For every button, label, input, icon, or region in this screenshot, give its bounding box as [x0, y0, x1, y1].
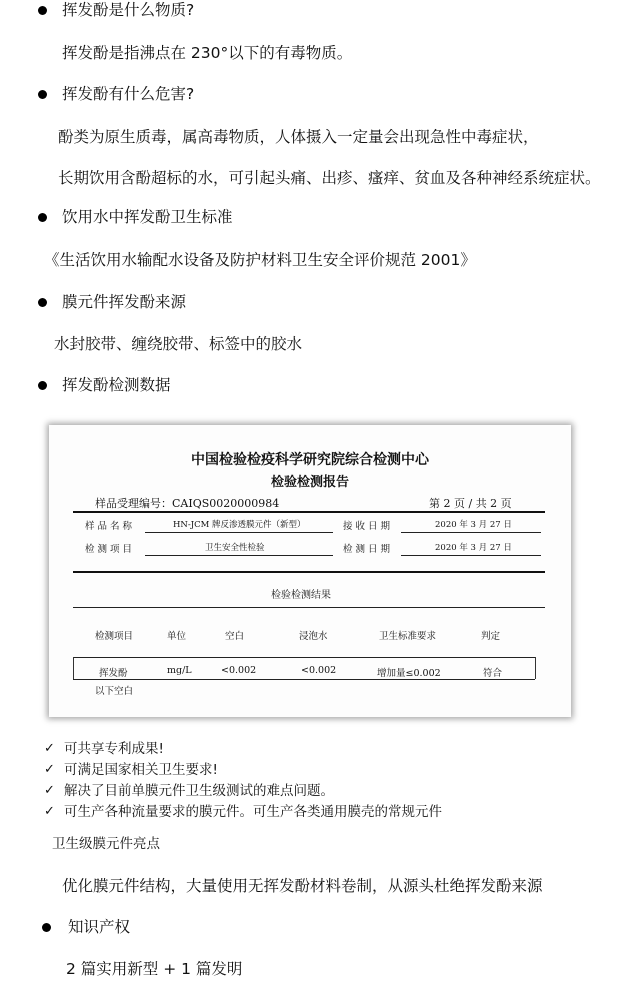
q3-answer: 《生活饮用水输配水设备及防护材料卫生安全评价规范 2001》: [44, 251, 476, 269]
test-date-value: 2020 年 3 月 27 日: [435, 543, 512, 553]
row-unit: mg/L: [167, 665, 192, 676]
col-test-item: 检测项目: [95, 631, 134, 642]
test-date-label: 检 测 日 期: [343, 544, 391, 555]
checklist-item-4: 可生产各种流量要求的膜元件。可生产各类通用膜壳的常规元件: [64, 804, 442, 820]
q2-answer-2: 长期饮用含酚超标的水，可引起头痛、出疹、瘙痒、贫血及各种神经系统症状。: [58, 169, 601, 187]
test-item-label: 检 测 项 目: [85, 544, 133, 555]
ip-text: 2 篇实用新型 + 1 篇发明: [66, 960, 243, 978]
q4-heading: 膜元件挥发酚来源: [62, 293, 187, 311]
sample-name-label: 样 品 名 称: [85, 521, 133, 532]
row-standard: 增加量≤0.002: [377, 668, 441, 679]
test-report-image: [49, 425, 571, 717]
bullet-q4: [38, 298, 47, 307]
report-footer: 以下空白: [95, 686, 134, 697]
q3-heading: 饮用水中挥发酚卫生标准: [62, 208, 233, 226]
check-icon: ✓: [44, 741, 55, 756]
check-icon: ✓: [44, 783, 55, 798]
col-unit: 单位: [167, 631, 187, 642]
checklist-item-1: 可共享专利成果!: [64, 741, 164, 757]
q5-heading: 挥发酚检测数据: [62, 376, 171, 394]
row-soak-water: <0.002: [301, 665, 337, 676]
bullet-q3: [38, 213, 47, 222]
bullet-ip: [42, 923, 51, 932]
col-standard: 卫生标准要求: [379, 631, 437, 642]
checklist-item-3: 解决了目前单膜元件卫生级测试的难点问题。: [64, 783, 334, 799]
test-item-value: 卫生安全性检验: [205, 543, 265, 553]
check-icon: ✓: [44, 804, 55, 819]
bullet-q1: [38, 6, 47, 15]
check-icon: ✓: [44, 762, 55, 777]
bullet-q2: [38, 90, 47, 99]
highlights-heading: 卫生级膜元件亮点: [52, 836, 160, 852]
receive-date-label: 接 收 日 期: [343, 521, 391, 532]
col-blank: 空白: [225, 631, 245, 642]
report-title: 检验检测报告: [270, 475, 349, 490]
highlights-text: 优化膜元件结构，大量使用无挥发酚材料卷制，从源头杜绝挥发酚来源: [62, 877, 543, 895]
col-judgement: 判定: [481, 631, 501, 642]
report-page-info: 第 2 页 / 共 2 页: [429, 497, 512, 510]
results-title: 检验检测结果: [271, 590, 331, 601]
row-judgement: 符合: [483, 668, 503, 679]
report-institute: 中国检验检疫科学研究院综合检测中心: [191, 452, 429, 468]
report-sample-no: 样品受理编号：CAIQS0020000984: [95, 497, 280, 510]
col-soak-water: 浸泡水: [299, 631, 328, 642]
bullet-q5: [38, 381, 47, 390]
receive-date-value: 2020 年 3 月 27 日: [435, 520, 512, 530]
q2-heading: 挥发酚有什么危害?: [62, 85, 195, 103]
q4-answer: 水封胶带、缠绕胶带、标签中的胶水: [54, 335, 303, 353]
ip-heading: 知识产权: [68, 918, 131, 936]
row-test-item: 挥发酚: [99, 668, 128, 679]
q1-heading: 挥发酚是什么物质?: [62, 1, 195, 19]
checklist-item-2: 可满足国家相关卫生要求!: [64, 762, 218, 778]
q2-answer-1: 酚类为原生质毒，属高毒物质，人体摄入一定量会出现急性中毒症状，: [58, 128, 539, 146]
q1-answer: 挥发酚是指沸点在 230°以下的有毒物质。: [62, 44, 353, 62]
sample-name-value: HN-JCM 牌反渗透膜元件（新型）: [173, 520, 306, 530]
row-blank: <0.002: [221, 665, 257, 676]
